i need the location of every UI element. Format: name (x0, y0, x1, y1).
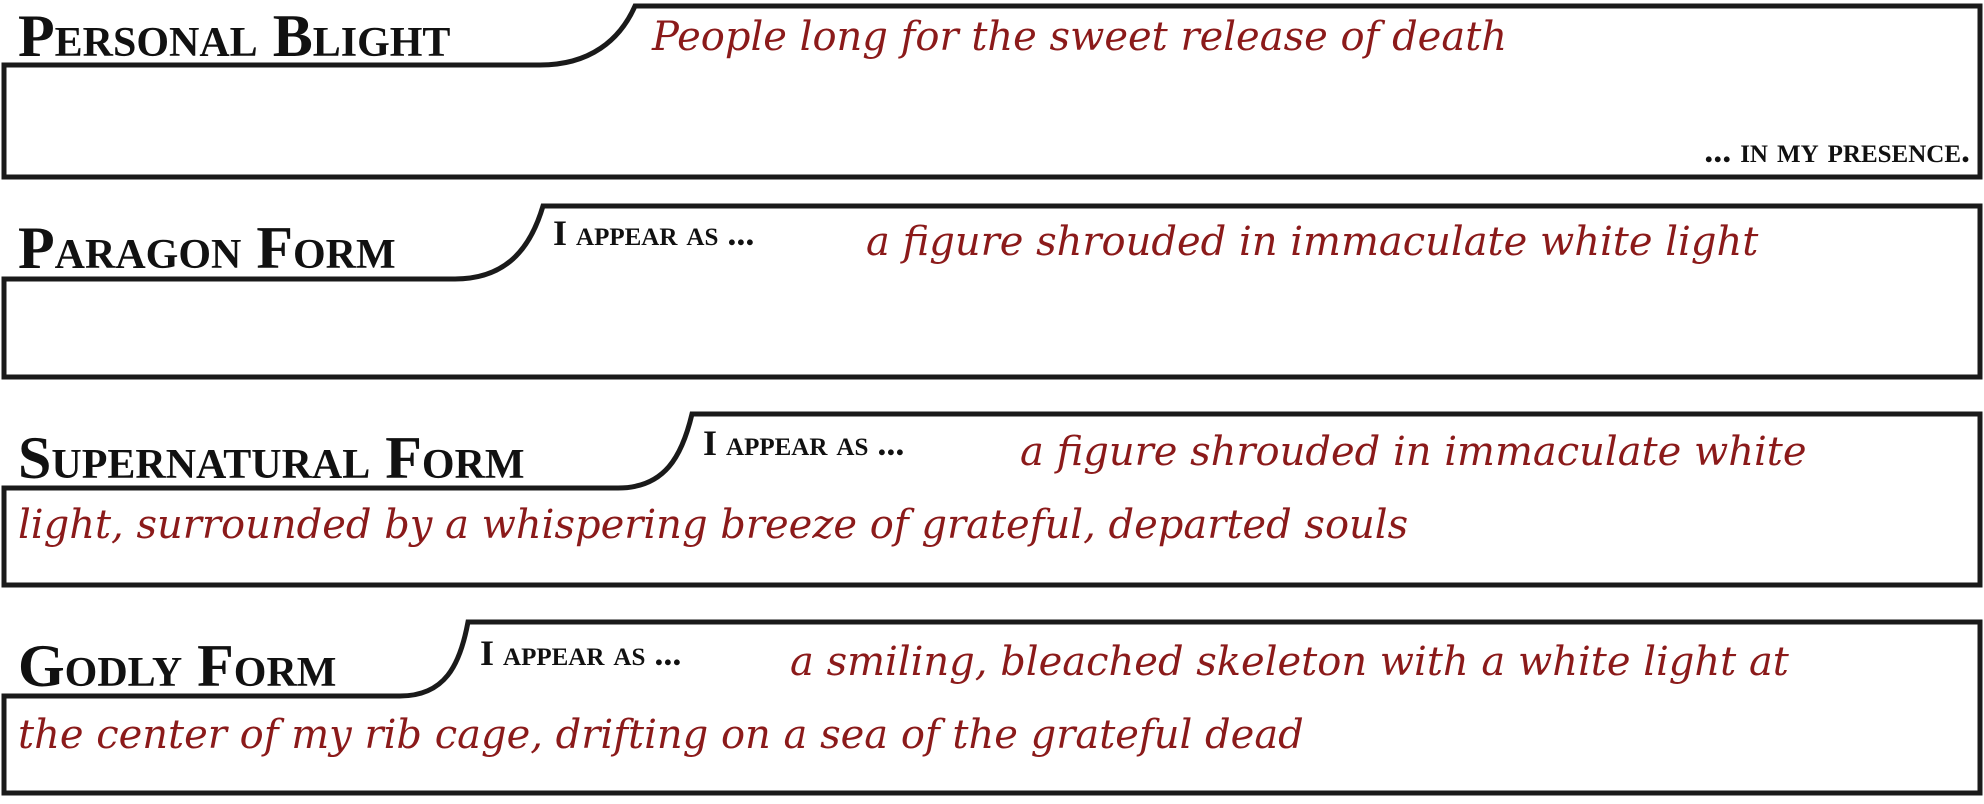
section-title: Godly Form (18, 633, 337, 699)
section-line-1: a figure shrouded in immaculate white (1020, 429, 1807, 475)
section-lead: I appear as ... (480, 633, 682, 673)
section-supernatural-form (4, 414, 1980, 585)
section-lead: I appear as ... (703, 423, 905, 463)
section-title: Paragon Form (18, 215, 396, 281)
section-trailing: ... in my presence. (1704, 130, 1970, 170)
section-line-1: a figure shrouded in immaculate white light (866, 219, 1759, 265)
section-line-2: the center of my rib cage, drifting on a sea of the grateful dead (18, 712, 1304, 758)
section-paragon-form (4, 206, 1980, 377)
section-title: Personal Blight (18, 3, 451, 69)
section-godly-form (4, 622, 1980, 793)
section-line-1: a smiling, bleached skeleton with a white light at (790, 639, 1789, 685)
section-personal-blight (4, 3, 1980, 177)
section-line-1: People long for the sweet release of death (652, 14, 1508, 60)
section-line-2: light, surrounded by a whispering breeze of grateful, departed souls (18, 502, 1409, 548)
section-lead: I appear as ... (553, 213, 755, 253)
section-title: Supernatural Form (18, 425, 525, 491)
